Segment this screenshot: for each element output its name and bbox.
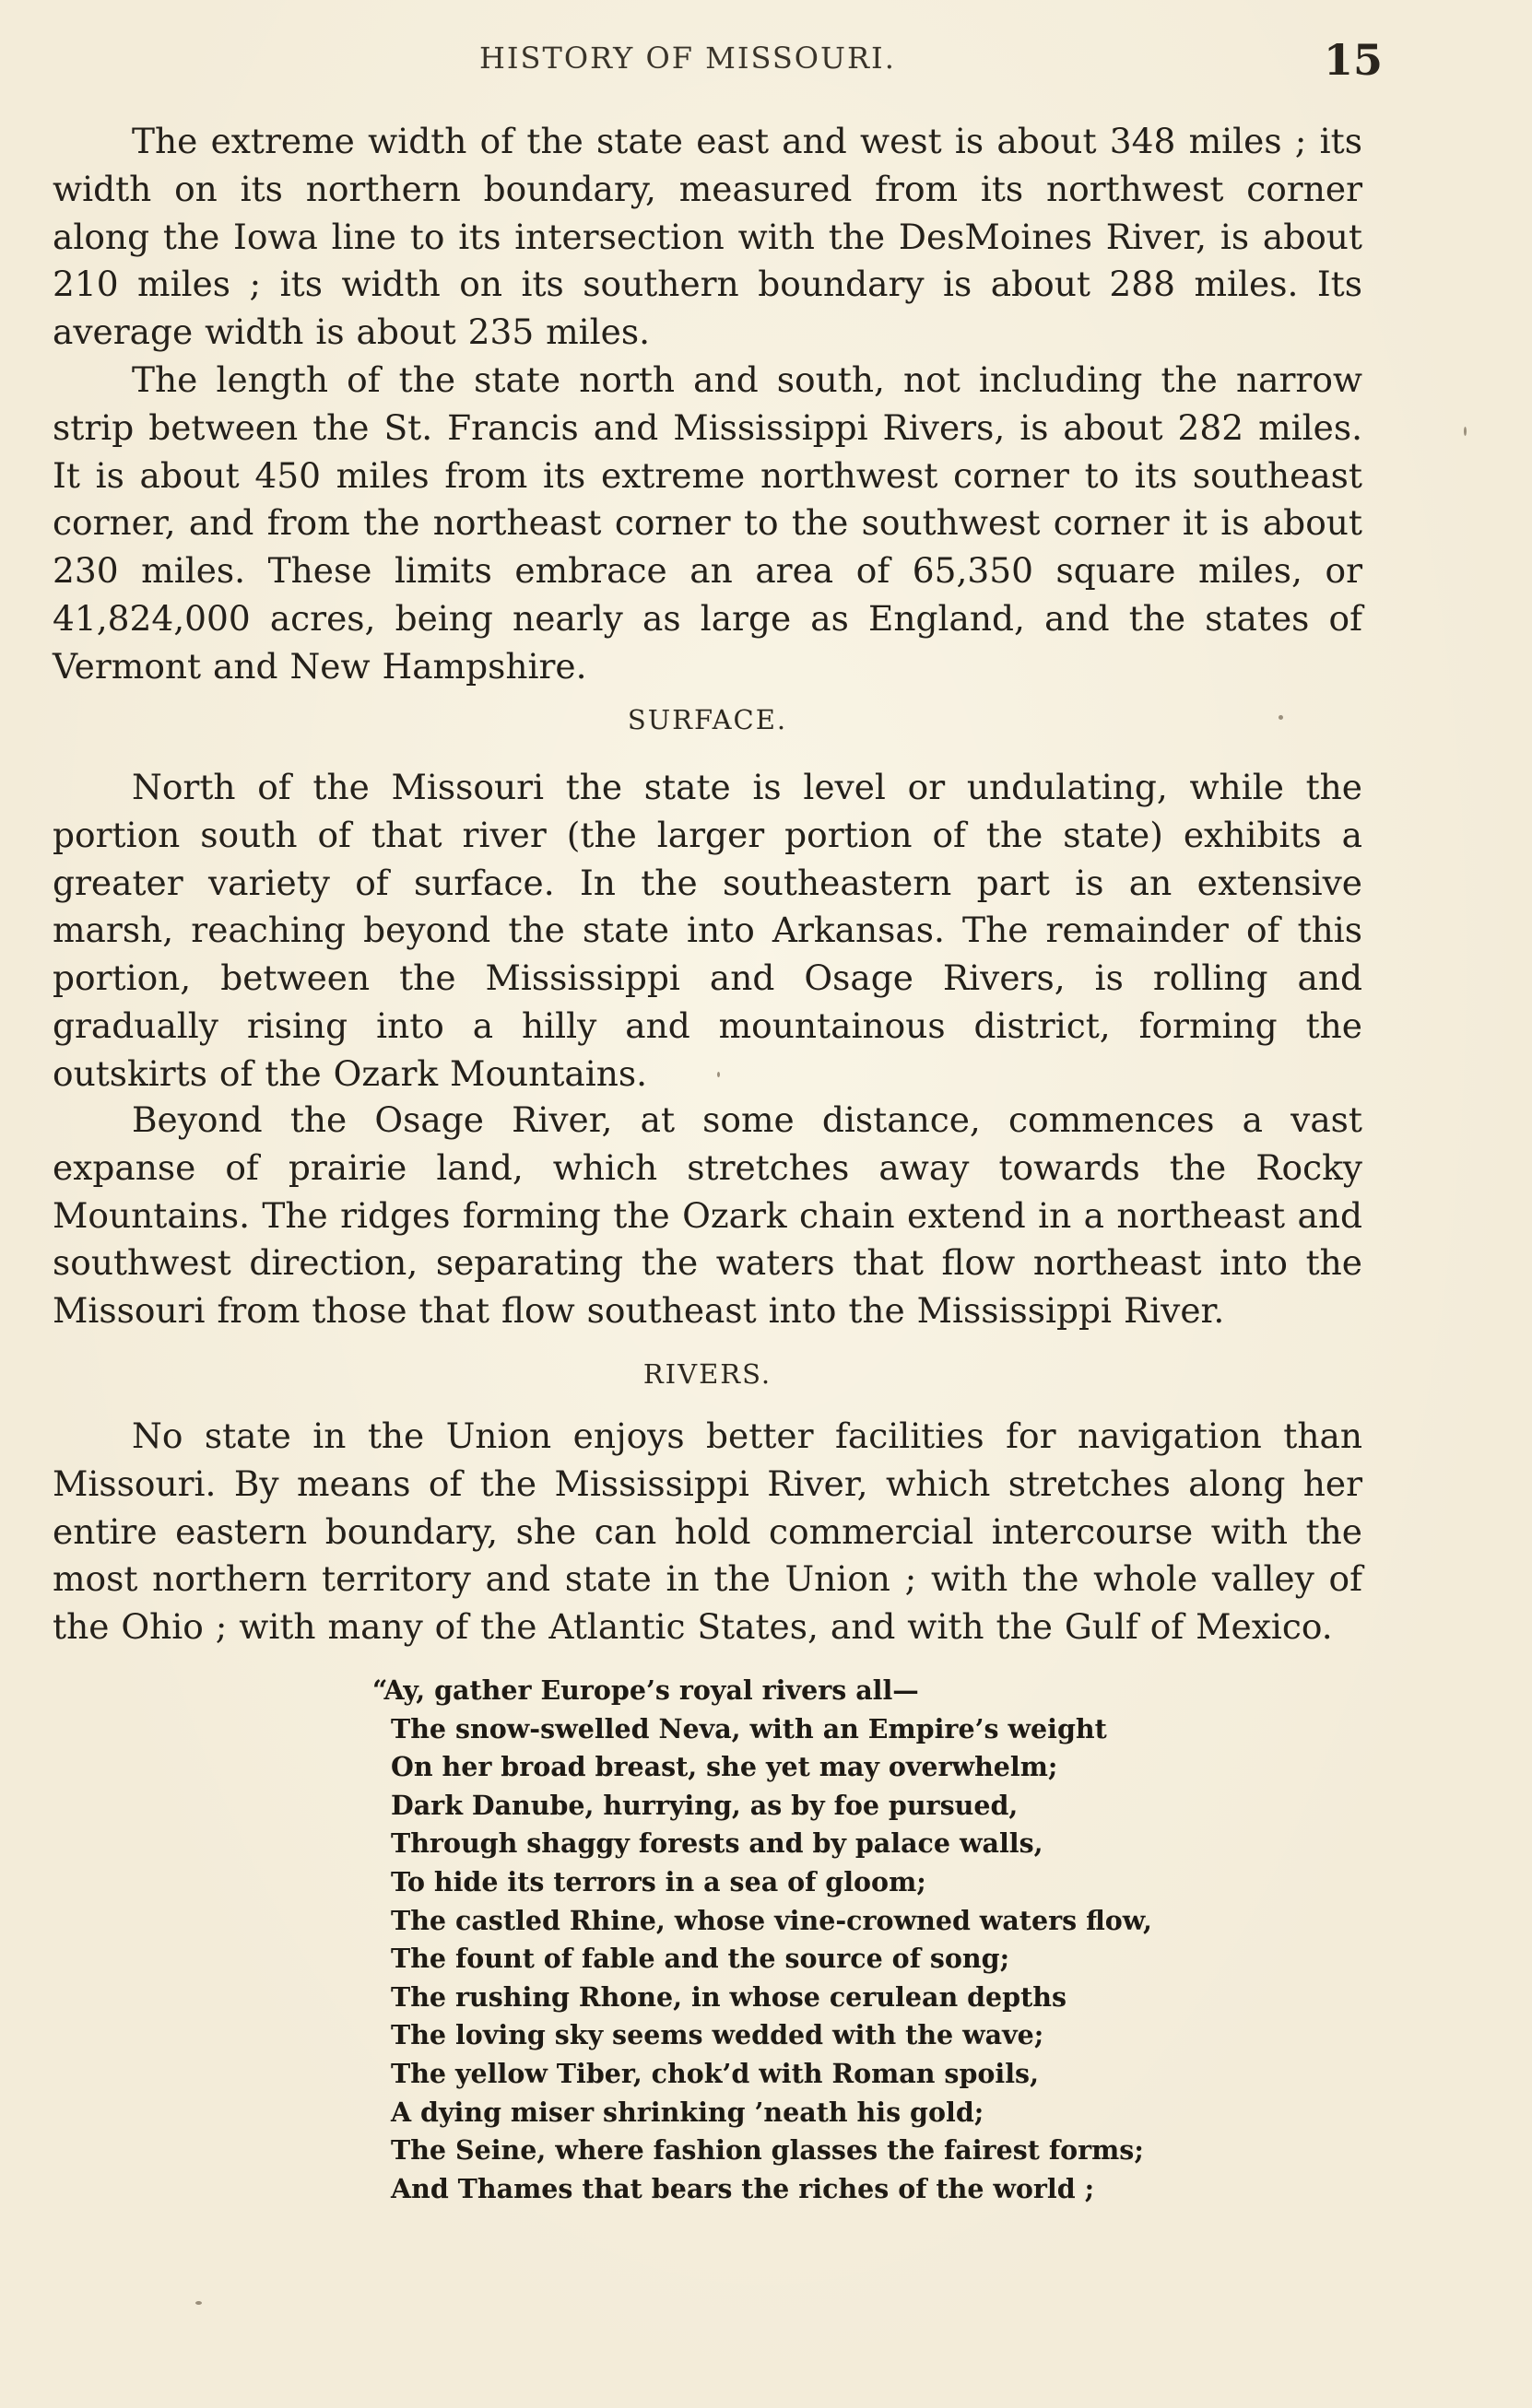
poem-quotation bbox=[372, 1672, 1165, 2208]
section-heading: RIVERS. bbox=[642, 1358, 772, 1390]
paragraph-rivers bbox=[53, 1413, 1362, 1651]
poem-line: Through shaggy forests and by palace walls, bbox=[391, 1827, 1043, 1860]
paragraph-text: The length of the state north and south, not including the narrow strip between the St. Francis and Mississippi Rivers, is about 282 miles. It is about 450 miles from its extreme northwest corner to its southeast corner, and from the northeast corner to the southwest corner it is about 230 miles. These limits embrace an area of 65,350 square miles, or 41,824,000 acres, being nearly as large as England, and the states of Vermont and New Hampshire. bbox=[53, 359, 1362, 687]
paper-speck bbox=[195, 2301, 202, 2305]
poem-line: The castled Rhine, whose vine-crowned waters flow, bbox=[391, 1904, 1152, 1936]
poem-line: The Seine, where fashion glasses the fairest forms; bbox=[391, 2134, 1144, 2167]
poem-line: “Ay, gather Europe’s royal rivers all— bbox=[372, 1674, 919, 1706]
section-heading-surface bbox=[53, 704, 1362, 735]
poem-line: The yellow Tiber, chok’d with Roman spoils, bbox=[391, 2057, 1040, 2089]
paragraph-length bbox=[53, 357, 1362, 691]
paper-speck bbox=[1279, 715, 1283, 720]
section-heading-rivers bbox=[53, 1358, 1362, 1390]
poem-line: To hide its terrors in a sea of gloom; bbox=[391, 1865, 926, 1897]
poem-line: And Thames that bears the riches of the world ; bbox=[391, 2172, 1095, 2204]
paragraph-prairie bbox=[53, 1097, 1362, 1335]
paragraph-text: No state in the Union enjoys better facilities for navigation than Missouri. By means of the Mississippi River, which stretches along her entire eastern boundary, she can hold commercial intercourse with the most northern territory and state in the Union ; with the whole valley of the Ohio ; with many of the Atlantic States, and with the Gulf of Mexico. bbox=[53, 1415, 1362, 1648]
section-heading: SURFACE. bbox=[627, 704, 788, 735]
poem-line: The rushing Rhone, in whose cerulean depths bbox=[391, 1980, 1067, 2013]
page-number: 15 bbox=[1324, 35, 1384, 85]
poem-line: Dark Danube, hurrying, as by foe pursued, bbox=[391, 1789, 1019, 1821]
paper-speck bbox=[1464, 427, 1467, 436]
paragraph-surface bbox=[53, 764, 1362, 1098]
paragraph-width bbox=[53, 118, 1362, 357]
poem-line: The fount of fable and the source of song; bbox=[391, 1943, 1010, 1975]
paper-speck bbox=[717, 1072, 720, 1077]
paragraph-text: North of the Missouri the state is level or undulating, while the portion south of that river (the larger portion of the state) exhibits a greater variety of surface. In the southeastern part is an extensive marsh, reaching beyond the state into Arkansas. The remainder of this portion, between the Mississippi and Osage Rivers, is rolling and gradually rising into a hilly and mountainous district, forming the outskirts of the Ozark Mountains. bbox=[53, 767, 1362, 1094]
paragraph-text: Beyond the Osage River, at some distance, commences a vast expanse of prairie land, which stretches away towards the Rocky Mountains. The ridges forming the Ozark chain extend in a northeast and southwest direction, separating the waters that flow northeast into the Missouri from those that flow southeast into the Mississippi River. bbox=[53, 1099, 1362, 1332]
poem-line: The loving sky seems wedded with the wave; bbox=[391, 2019, 1044, 2051]
poem-line: The snow-swelled Neva, with an Empire’s weight bbox=[391, 1712, 1107, 1744]
running-title: HISTORY OF MISSOURI. bbox=[479, 41, 896, 76]
poem-line: A dying miser shrinking ’neath his gold; bbox=[391, 2096, 984, 2128]
poem-line: On her broad breast, she yet may overwhelm; bbox=[391, 1751, 1058, 1783]
paragraph-text: The extreme width of the state east and west is about 348 miles ; its width on its northern boundary, measured from its northwest corner along the Iowa line to its intersection with the DesMoines River, is about 210 miles ; its width on its southern boundary is about 288 miles. Its average width is about 235 miles. bbox=[53, 121, 1362, 353]
